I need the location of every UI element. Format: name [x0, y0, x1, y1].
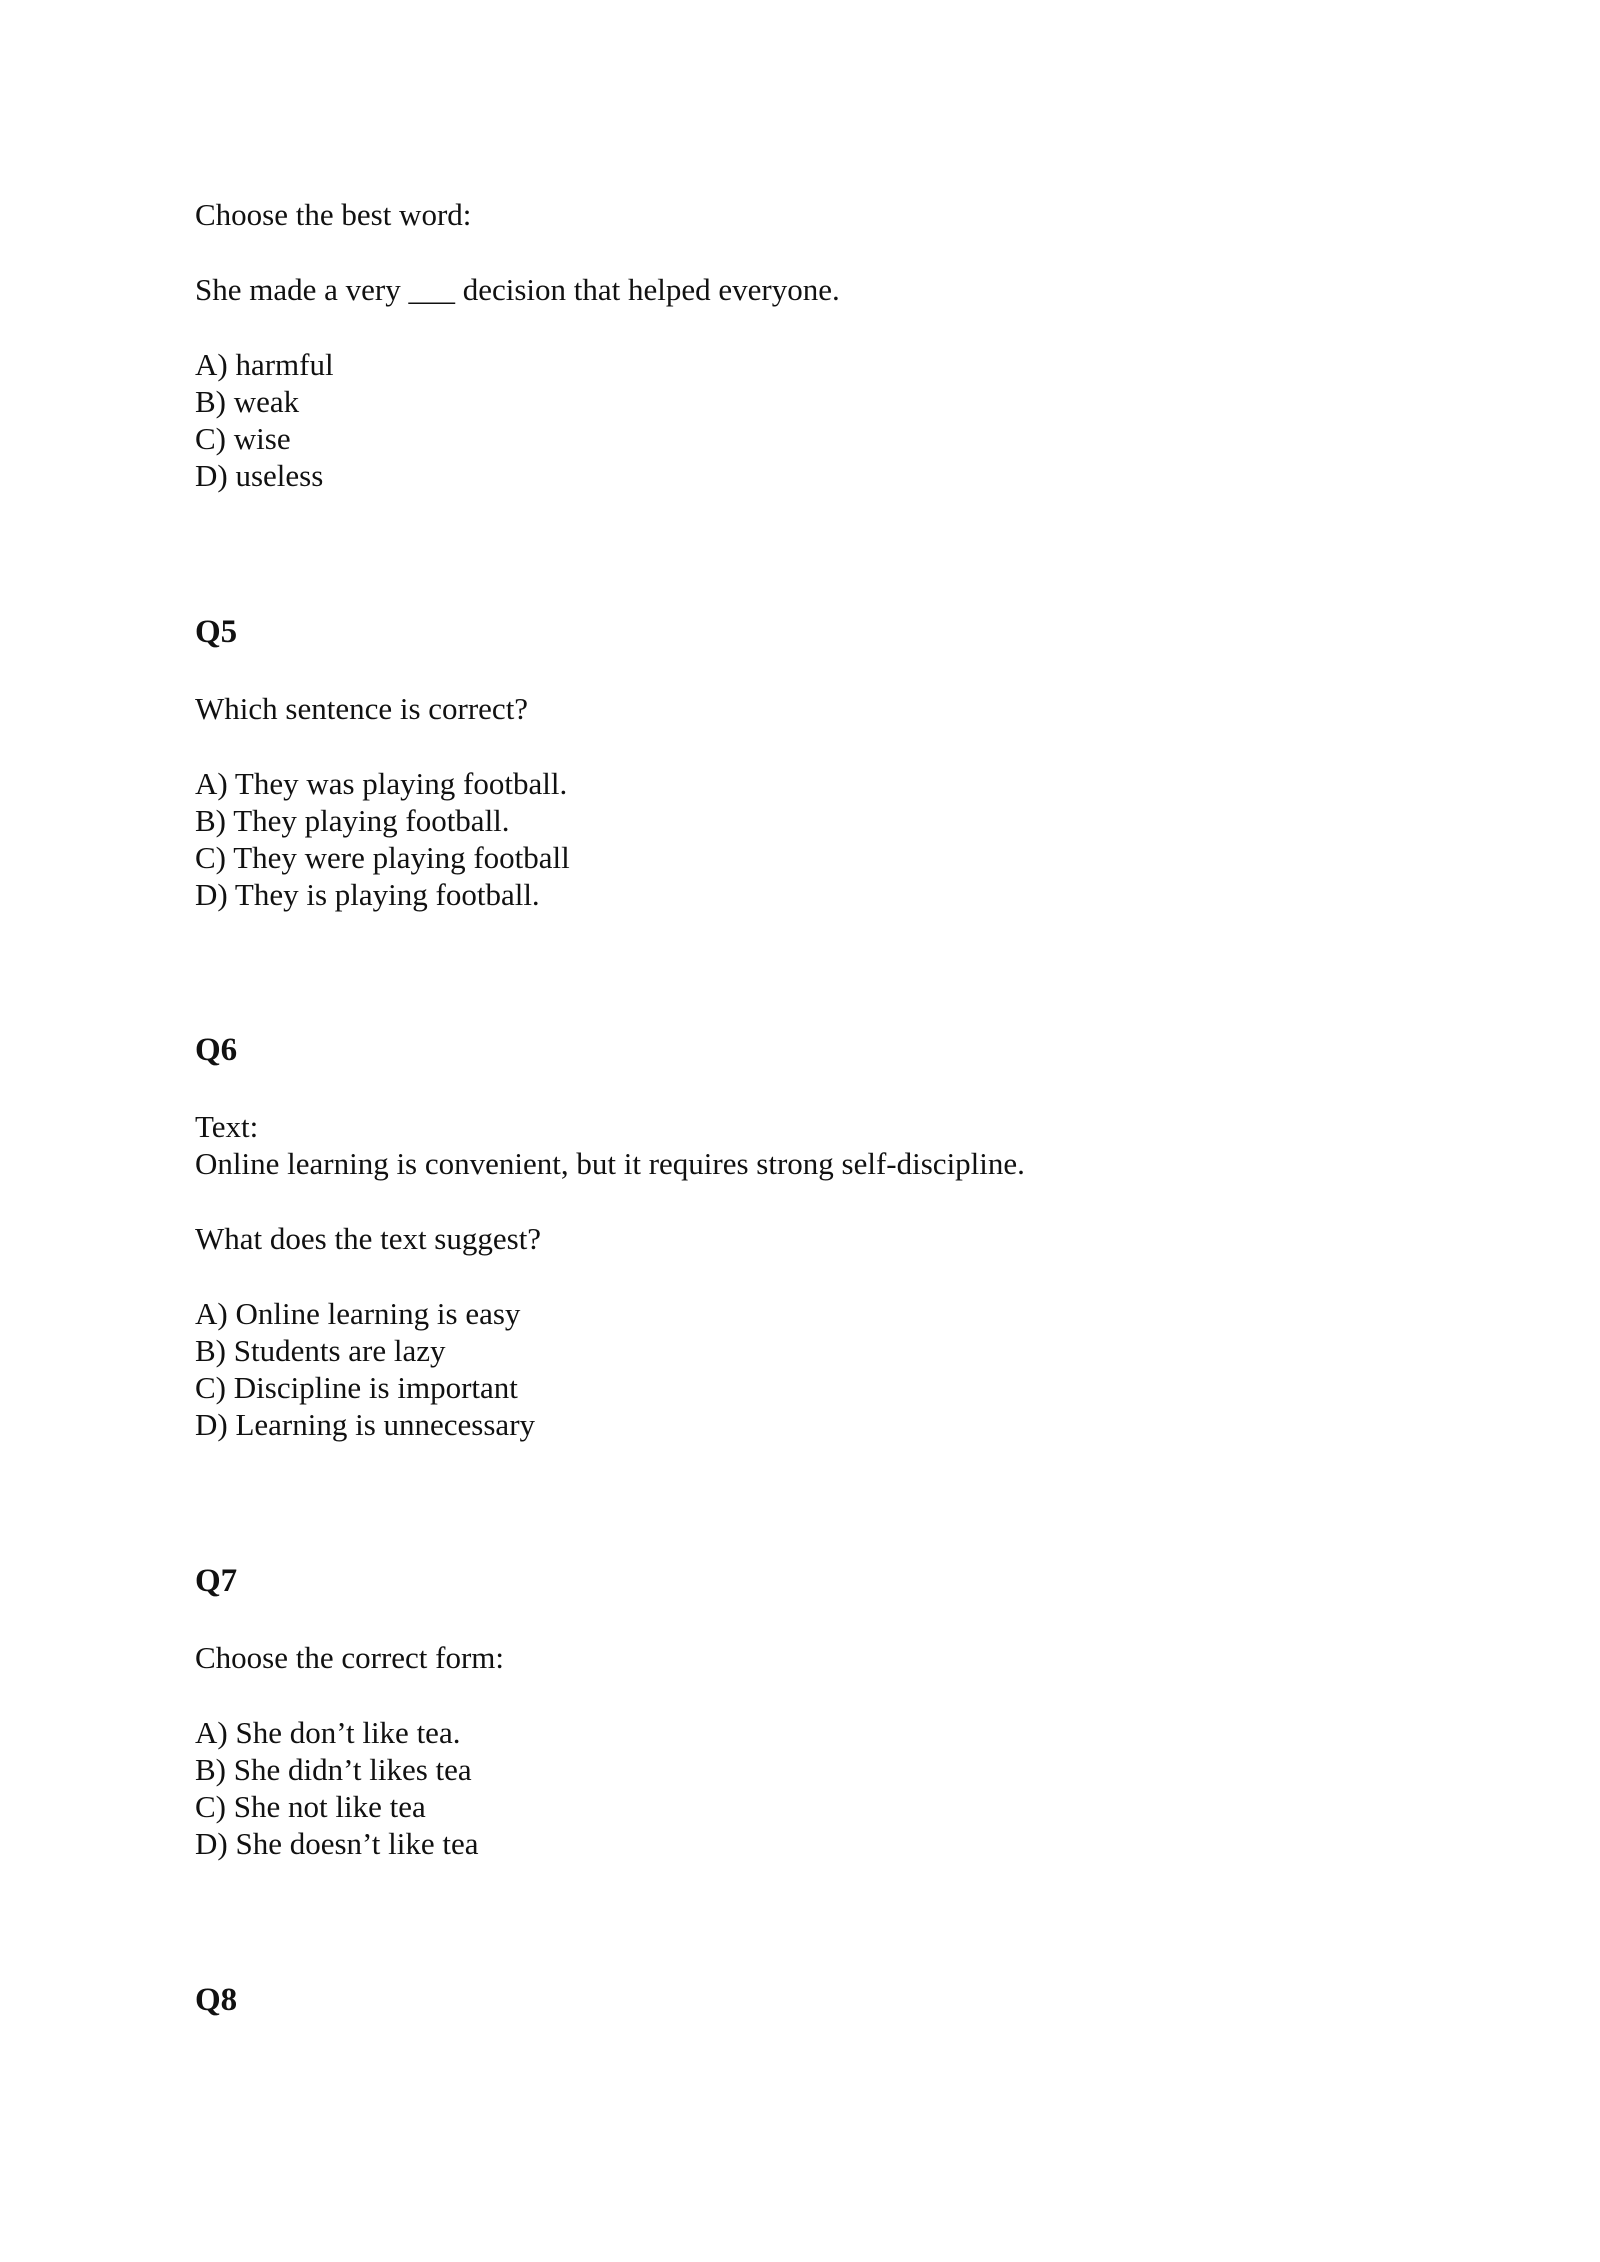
q8-heading: Q8: [195, 1982, 238, 2018]
q5-option-a: A) They was playing football.: [195, 766, 568, 801]
q7-option-b: B) She didn’t likes tea: [195, 1752, 472, 1787]
q4-prompt: Choose the best word:: [195, 197, 472, 232]
q6-text-body: Online learning is convenient, but it requires strong self-discipline.: [195, 1146, 1025, 1181]
q7-option-d: D) She doesn’t like tea: [195, 1826, 479, 1861]
q5-option-c: C) They were playing football: [195, 840, 570, 875]
q4-option-a: A) harmful: [195, 347, 334, 382]
q6-option-b: B) Students are lazy: [195, 1333, 446, 1368]
q4-option-b: B) weak: [195, 384, 300, 419]
q4-option-d: D) useless: [195, 458, 324, 493]
q7-heading: Q7: [195, 1563, 238, 1599]
q5-prompt: Which sentence is correct?: [195, 691, 529, 726]
q6-prompt: What does the text suggest?: [195, 1221, 542, 1256]
q6-option-a: A) Online learning is easy: [195, 1296, 521, 1331]
q7-option-a: A) She don’t like tea.: [195, 1715, 461, 1750]
q4-sentence: She made a very ___ decision that helped everyone.: [195, 272, 840, 307]
document-page: [195, 0, 1425, 2262]
q5-option-d: D) They is playing football.: [195, 877, 540, 912]
q6-option-d: D) Learning is unnecessary: [195, 1407, 536, 1442]
q5-heading: Q5: [195, 614, 238, 650]
q6-heading: Q6: [195, 1032, 238, 1068]
q6-text-label: Text:: [195, 1109, 259, 1144]
q5-option-b: B) They playing football.: [195, 803, 510, 838]
q7-option-c: C) She not like tea: [195, 1789, 426, 1824]
q4-option-c: C) wise: [195, 421, 291, 456]
q6-option-c: C) Discipline is important: [195, 1370, 518, 1405]
q7-prompt: Choose the correct form:: [195, 1640, 505, 1675]
